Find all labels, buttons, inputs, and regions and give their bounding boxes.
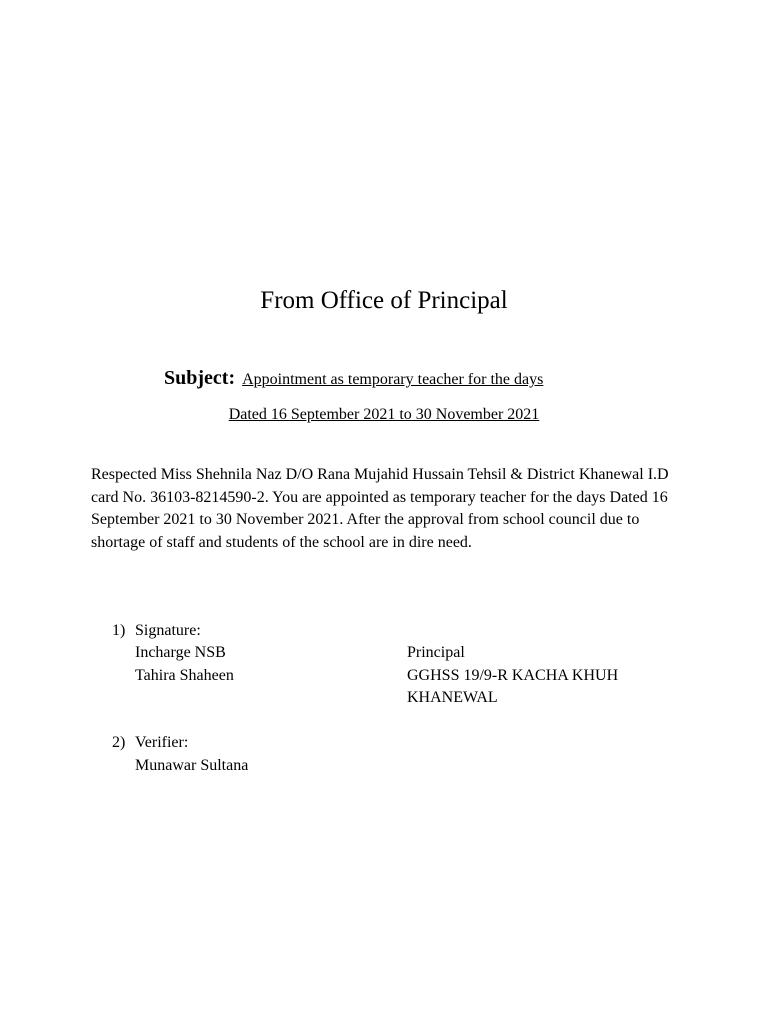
verifier-label: Verifier:	[135, 734, 189, 751]
signature-name: Tahira Shaheen	[135, 667, 234, 684]
school-name-line1: GGHSS 19/9-R KACHA KHUH	[407, 667, 619, 684]
body-paragraph: Respected Miss Shehnila Naz D/O Rana Mujahid Hussain Tehsil & District Khanewal I.D card No. 36103-8214590-2. You are appointed as temporary teacher for the days Dated 16 September 2021 to 30 November 2021. After the approval from school council due to shortage of staff and students of the school are in dire need.	[91, 466, 669, 551]
school-name-line2: KHANEWAL	[407, 689, 498, 706]
subject-label: Subject:	[164, 367, 236, 389]
verifier-item-number: 2)	[112, 734, 126, 751]
principal-title: Principal	[407, 644, 465, 661]
subject-text: Appointment as temporary teacher for the days	[242, 371, 544, 388]
signature-item-number: 1)	[112, 622, 126, 639]
dated-line: Dated 16 September 2021 to 30 November 2021	[228, 406, 540, 423]
signature-label: Signature:	[135, 622, 201, 639]
page-title: From Office of Principal	[260, 287, 508, 314]
subject-line	[164, 364, 668, 394]
verifier-name: Munawar Sultana	[135, 757, 249, 774]
signature-role: Incharge NSB	[135, 644, 226, 661]
